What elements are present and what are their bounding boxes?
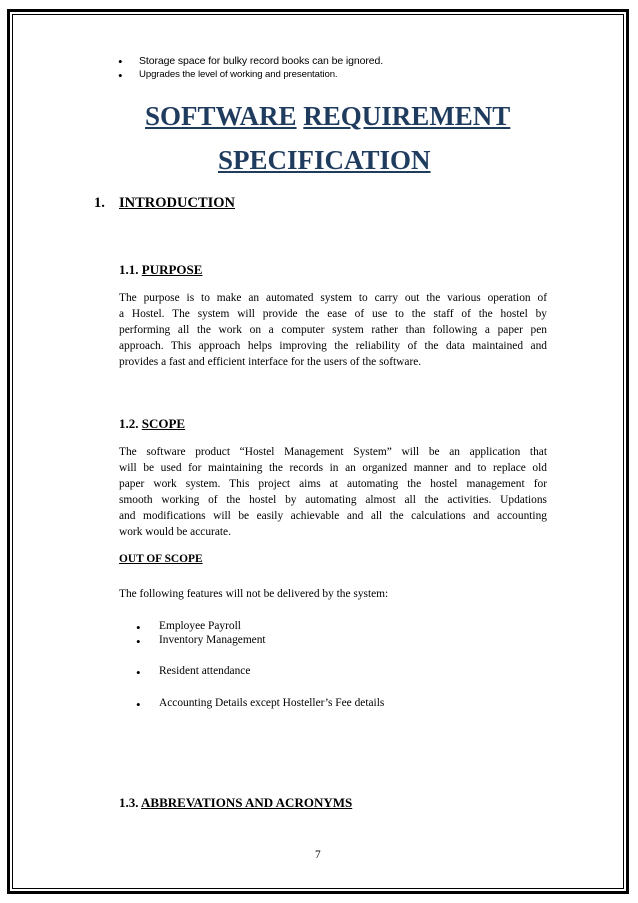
- list-item: Employee Payroll: [159, 620, 241, 632]
- top-bullet-2: Upgrades the level of working and presentation.: [139, 69, 338, 80]
- bullet-icon: •: [136, 697, 141, 712]
- section-1-number: 1.: [94, 195, 105, 211]
- paragraph-line: performing all the work on a computer system rather than following a paper pen: [119, 324, 547, 336]
- paragraph-line: and modifications will be easily achievable and all the calculations and accounting: [119, 510, 547, 522]
- bullet-icon: •: [118, 54, 123, 69]
- section-1-3-heading: [119, 795, 352, 811]
- purpose-paragraph: [119, 290, 547, 370]
- list-item: Resident attendance: [159, 665, 251, 677]
- paragraph-line: The purpose is to make an automated system to carry out the various operation of: [119, 292, 547, 304]
- section-number: 1.1.: [119, 262, 139, 277]
- list-item: Inventory Management: [159, 634, 266, 646]
- out-of-scope-intro: The following features will not be delivered by the system:: [119, 588, 389, 600]
- paragraph-line: paper work system. This project aims at automating the hostel management for: [119, 478, 547, 490]
- scope-paragraph: [119, 444, 547, 540]
- paragraph-line: a Hostel. The system will provide the ease of use to the staff of the hostel by: [119, 308, 547, 320]
- bullet-icon: •: [118, 68, 123, 83]
- section-1-2-heading: [119, 416, 185, 432]
- bullet-icon: •: [136, 634, 141, 649]
- section-1-1-heading: [119, 262, 202, 278]
- section-title: ABBREVATIONS AND ACRONYMS: [141, 795, 353, 810]
- bullet-icon: •: [136, 620, 141, 635]
- list-item: Accounting Details except Hosteller’s Fee details: [159, 697, 385, 709]
- paragraph-line: work would be accurate.: [119, 526, 231, 538]
- section-title: PURPOSE: [141, 262, 203, 277]
- doc-title-line1: [145, 101, 510, 132]
- top-bullet-1: Storage space for bulky record books can be ignored.: [139, 55, 384, 67]
- title-word-requirement: REQUIREMENT: [303, 101, 511, 131]
- paragraph-line: approach. This approach helps improving the reliability of the data maintained and: [119, 340, 547, 352]
- paragraph-line: The software product “Hostel Management System” will be an application that: [119, 446, 547, 458]
- paragraph-line: smooth working of the hostel by automating almost all the activities. Updations: [119, 494, 547, 506]
- section-number: 1.2.: [119, 416, 139, 431]
- title-word-software: SOFTWARE: [145, 101, 297, 131]
- doc-title-line2: SPECIFICATION: [218, 145, 431, 175]
- bullet-icon: •: [136, 665, 141, 680]
- paragraph-line: provides a fast and efficient interface for the users of the software.: [119, 356, 422, 368]
- section-number: 1.3.: [119, 795, 139, 810]
- page-number: 7: [315, 849, 321, 861]
- paragraph-line: will be used for maintaining the records in an organized manner and to replace old: [119, 462, 547, 474]
- section-title: SCOPE: [141, 416, 186, 431]
- out-of-scope-heading: OUT OF SCOPE: [119, 553, 203, 565]
- section-1-heading: INTRODUCTION: [119, 195, 236, 211]
